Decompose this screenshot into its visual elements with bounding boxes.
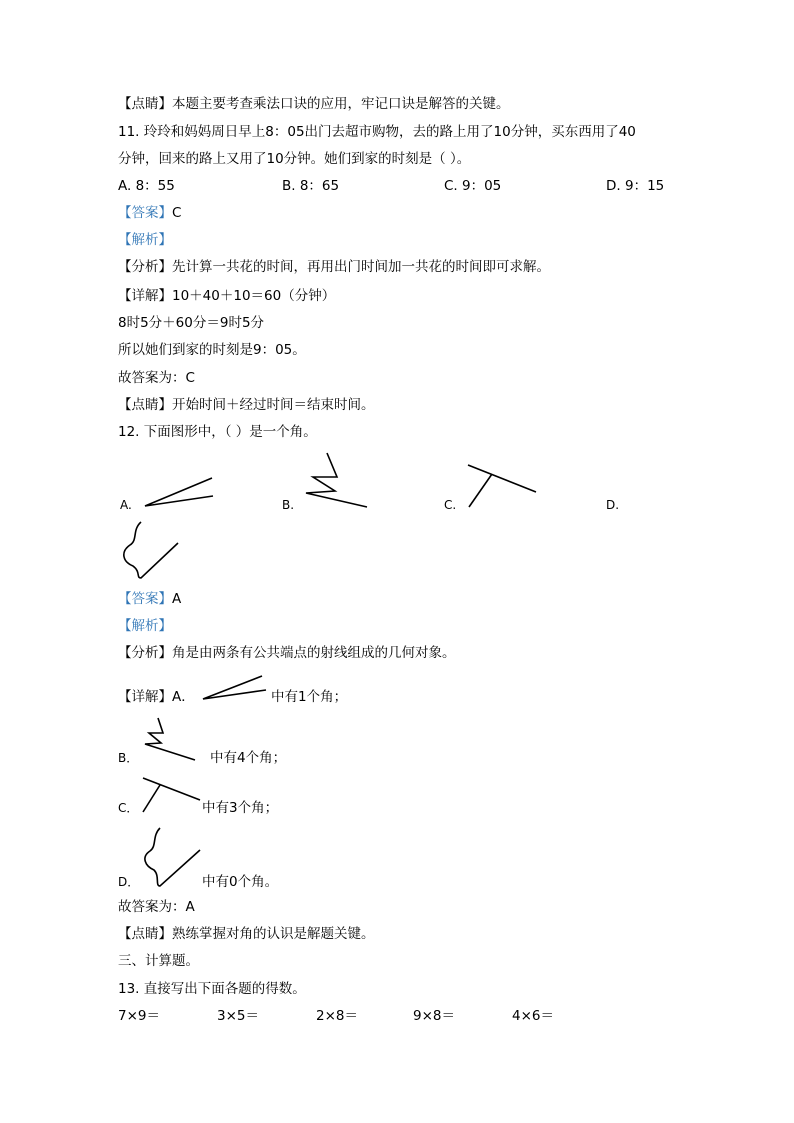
detail-b-label: B． xyxy=(118,751,139,765)
calc-item: 7×9＝ xyxy=(118,1008,160,1024)
detail-c-text: 中有3个角； xyxy=(202,800,279,816)
text: 10＋40＋10＝60（分钟） xyxy=(172,288,336,304)
answer-tag: 【答案】 xyxy=(118,591,172,607)
tag: 【点睛】 xyxy=(118,397,172,413)
analysis-tag: 【解析】 xyxy=(118,232,172,248)
q13: 13. 直接写出下面各题的得数。 xyxy=(118,981,306,997)
detail-c-stem xyxy=(143,785,160,812)
figure-12d-curve xyxy=(124,522,178,578)
step-2: 8时5分＋60分＝9时5分 xyxy=(118,315,265,331)
q11-line2: 分钟，回来的路上又用了10分钟。她们到家的时刻是（ ）。 xyxy=(118,151,471,167)
answer-tag: 【答案】 xyxy=(118,205,172,221)
text: 先计算一共花的时间，再用出门时间加一共花的时间即可求解。 xyxy=(172,259,550,275)
figure-12c-stem xyxy=(469,474,492,507)
calc-item: 3×5＝ xyxy=(217,1008,259,1024)
detail-d-text: 中有0个角。 xyxy=(202,874,279,890)
step-4: 故答案为：C xyxy=(118,370,195,386)
fig-label-b: B. xyxy=(282,498,295,512)
tag: 【分析】 xyxy=(118,259,172,275)
answer-12 xyxy=(118,590,181,608)
detail-d-label: D． xyxy=(118,875,140,889)
option-d: D. 9：15 xyxy=(606,178,665,194)
summary-12: 故答案为：A xyxy=(118,899,195,915)
section-3-heading: 三、计算题。 xyxy=(118,953,199,969)
calc-item: 2×8＝ xyxy=(316,1008,358,1024)
text: 开始时间＋经过时间＝结束时间。 xyxy=(172,397,375,413)
fig-label-c: C. xyxy=(444,498,457,512)
fenxi-11 xyxy=(118,258,550,276)
figure-12c-line xyxy=(468,465,536,492)
tag: 【点睛】 xyxy=(118,96,172,112)
xiangjie-12 xyxy=(118,688,195,706)
detail-a-text: 中有1个角； xyxy=(271,689,348,705)
detail-b-zigzag xyxy=(145,718,195,760)
option-b: B. 8：65 xyxy=(282,178,340,194)
tag: 【分析】 xyxy=(118,645,172,661)
step-3: 所以她们到家的时刻是9：05。 xyxy=(118,342,306,358)
fig-label-d: D. xyxy=(606,498,620,512)
q12: 12. 下面图形中，（ ）是一个角。 xyxy=(118,424,317,440)
line xyxy=(118,95,510,113)
answer-value: A xyxy=(172,591,182,607)
option-c: C. 9：05 xyxy=(444,178,502,194)
text: 本题主要考查乘法口诀的应用，牢记口诀是解答的关键。 xyxy=(172,96,510,112)
text: 熟练掌握对角的认识是解题关键。 xyxy=(172,926,375,942)
answer-11 xyxy=(118,204,181,222)
detail-b-text: 中有4个角； xyxy=(210,750,287,766)
dianjing-11 xyxy=(118,396,375,414)
fenxi-12 xyxy=(118,644,456,662)
detail-a-angle xyxy=(203,676,266,699)
figure-12a-angle xyxy=(145,478,213,506)
calc-item: 9×8＝ xyxy=(413,1008,455,1024)
detail-d-curve xyxy=(145,828,200,886)
tag: 【详解】 xyxy=(118,689,172,705)
calc-item: 4×6＝ xyxy=(512,1008,554,1024)
tag: 【详解】 xyxy=(118,288,172,304)
text: 角是由两条有公共端点的射线组成的几何对象。 xyxy=(172,645,456,661)
fig-label-a: A. xyxy=(120,498,132,512)
tag: 【点睛】 xyxy=(118,926,172,942)
dianjing-12 xyxy=(118,925,375,943)
label: A． xyxy=(172,689,195,705)
q11-line1: 11. 玲玲和妈妈周日早上8：05出门去超市购物，去的路上用了10分钟，买东西用了40 xyxy=(118,124,636,140)
analysis-tag: 【解析】 xyxy=(118,618,172,634)
figure-12b-zigzag xyxy=(306,453,367,507)
option-a: A. 8：55 xyxy=(118,178,175,194)
answer-value: C xyxy=(172,205,182,221)
xiangjie-11 xyxy=(118,287,335,305)
detail-c-line xyxy=(143,778,200,800)
detail-c-label: C． xyxy=(118,801,139,815)
